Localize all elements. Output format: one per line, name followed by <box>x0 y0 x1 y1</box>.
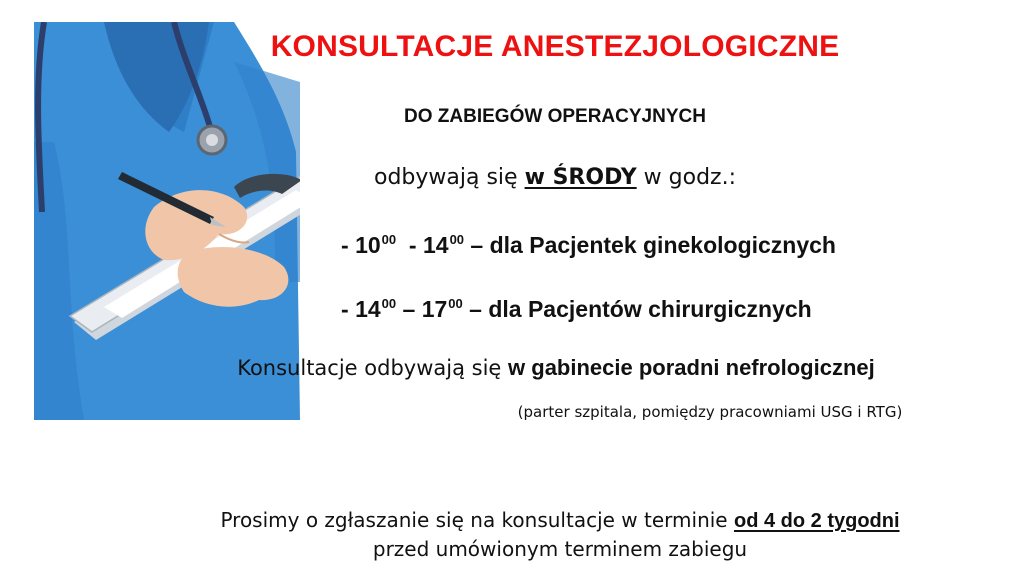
time-slot-dash: - <box>341 296 349 322</box>
time-slot-separator: - <box>408 232 417 258</box>
place-line-highlight: w gabinecie poradni nefrologicznej <box>508 355 875 380</box>
consultation-place-line <box>150 355 962 381</box>
time-slot-end-minutes: 00 <box>448 296 463 311</box>
notice-line-1-before: Prosimy o zgłaszanie się na konsultacje w terminie <box>220 508 728 532</box>
place-line-before: Konsultacje odbywają się <box>237 356 502 380</box>
time-slot-end-hour: 14 <box>422 232 449 258</box>
time-slot-start-minutes: 00 <box>381 232 397 247</box>
notice-line-1-highlight: od 4 do 2 tygodni <box>733 510 900 532</box>
days-line-before: odbywają się <box>374 165 518 190</box>
time-slot-separator: – <box>402 296 416 322</box>
time-slot-start-minutes: 00 <box>381 296 397 311</box>
time-slot-surgery <box>341 296 812 323</box>
page-title: KONSULTACJE ANESTEZJOLOGICZNE <box>270 30 840 63</box>
days-line-highlight: w ŚRODY <box>524 165 637 190</box>
time-slot-start-hour: 14 <box>355 296 381 322</box>
time-slot-gynecology <box>341 232 836 259</box>
location-note: (parter szpitala, pomiędzy pracowniami USG i RTG) <box>517 403 903 421</box>
notice-line-1 <box>70 506 1009 535</box>
days-line-after: w godz.: <box>643 165 736 190</box>
schedule-days-line <box>300 165 810 190</box>
time-slot-description: – dla Pacjentek ginekologicznych <box>470 232 836 258</box>
time-slot-description: – dla Pacjentów chirurgicznych <box>469 296 812 322</box>
time-slot-end-minutes: 00 <box>449 232 465 247</box>
page-subtitle: DO ZABIEGÓW OPERACYJNYCH <box>404 106 706 127</box>
time-slot-start-hour: 10 <box>355 232 381 258</box>
registration-notice <box>70 506 1009 563</box>
notice-line-2: przed umówionym terminem zabiegu <box>372 537 748 561</box>
time-slot-dash: - <box>341 232 349 258</box>
time-slot-end-hour: 17 <box>421 296 448 322</box>
